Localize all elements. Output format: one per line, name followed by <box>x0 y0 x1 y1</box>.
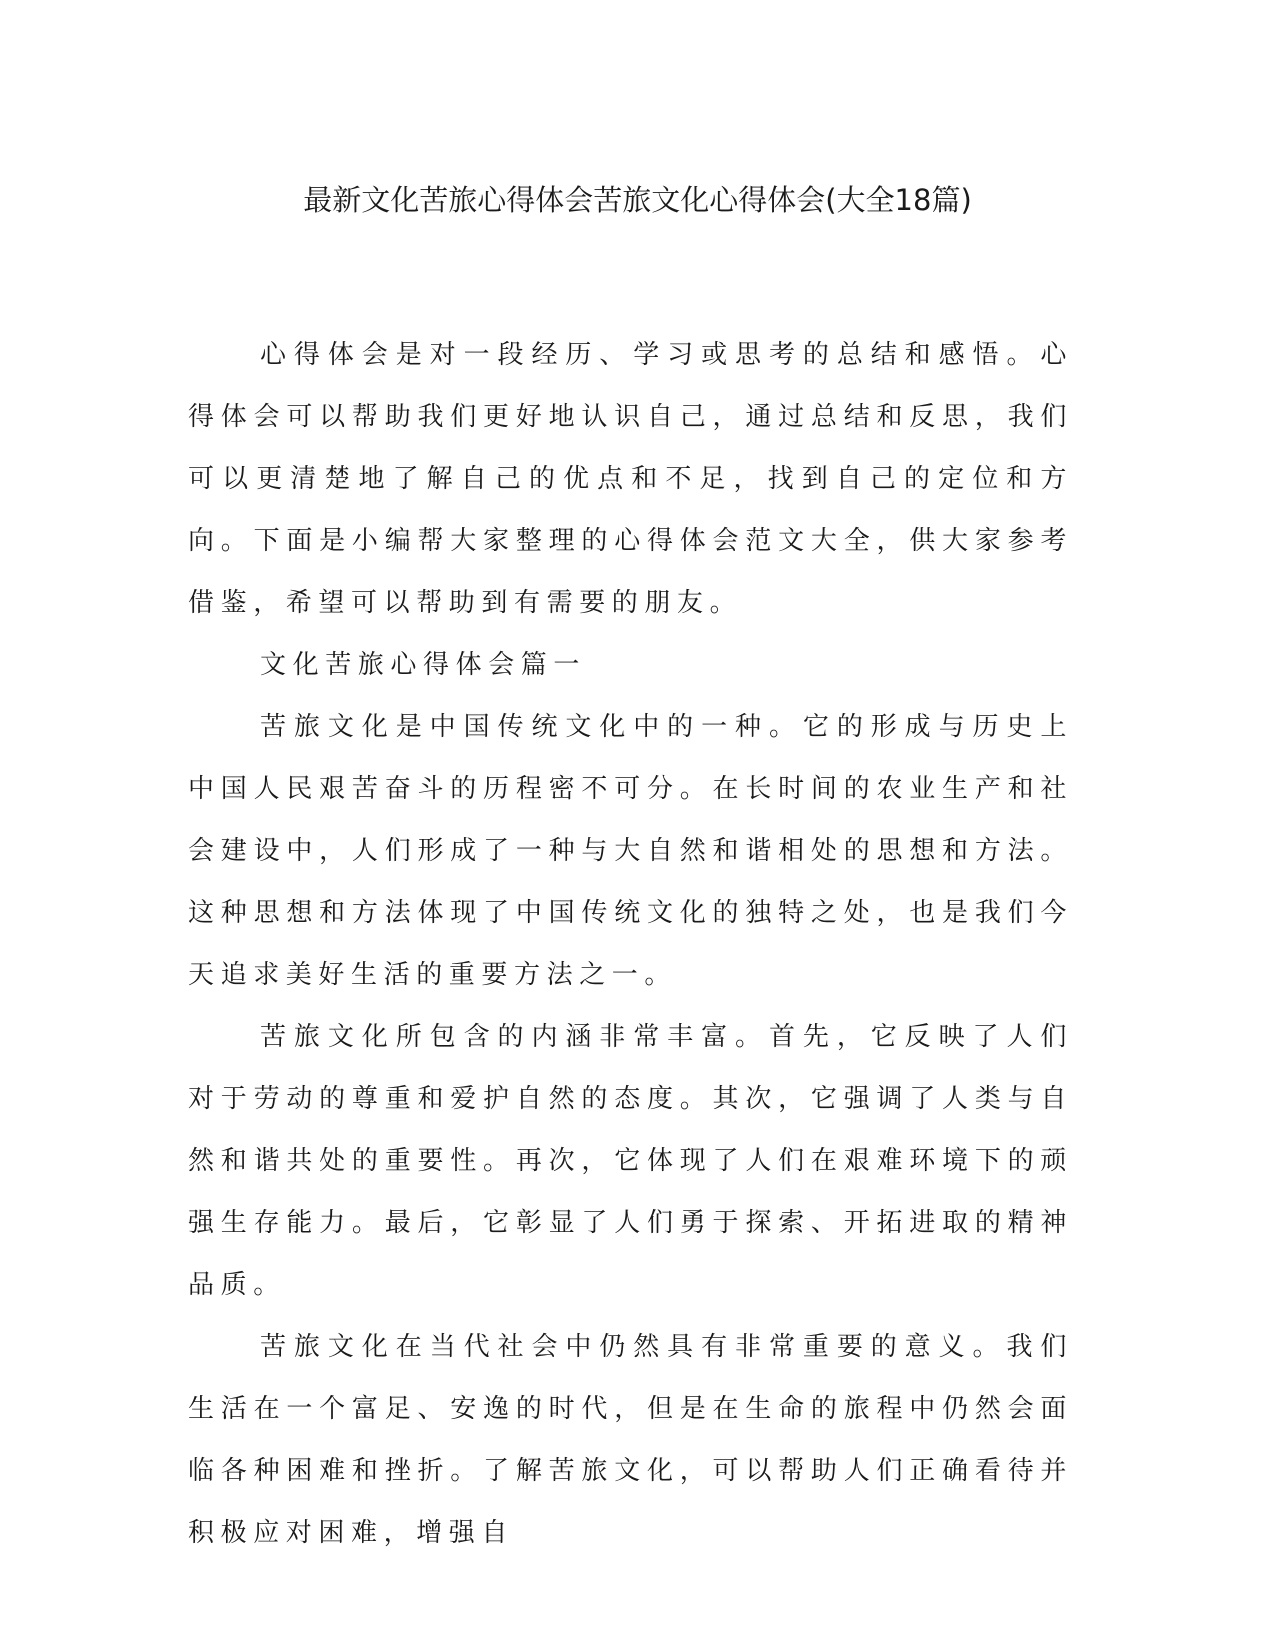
section-heading: 文化苦旅心得体会篇一 <box>260 650 587 680</box>
intro-paragraph: 心得体会是对一段经历、学习或思考的总结和感悟。心得体会可以帮助我们更好地认识自己，通过总结和反思，我们可以更清楚地了解自己的优点和不足，找到自己的定位和方向。下面是小编帮大家整理的心得体会范文大全，供大家参考借鉴，希望可以帮助到有需要的朋友。 <box>188 340 1073 618</box>
document-body <box>188 324 1073 1564</box>
body-paragraph-2: 苦旅文化所包含的内涵非常丰富。首先，它反映了人们对于劳动的尊重和爱护自然的态度。其次，它强调了人类与自然和谐共处的重要性。再次，它体现了人们在艰难环境下的顽强生存能力。最后，它彰显了人们勇于探索、开拓进取的精神品质。 <box>188 1022 1073 1300</box>
body-paragraph-1: 苦旅文化是中国传统文化中的一种。它的形成与历史上中国人民艰苦奋斗的历程密不可分。在长时间的农业生产和社会建设中，人们形成了一种与大自然和谐相处的思想和方法。这种思想和方法体现了中国传统文化的独特之处，也是我们今天追求美好生活的重要方法之一。 <box>188 712 1073 990</box>
document-title: 最新文化苦旅心得体会苦旅文化心得体会(大全18篇) <box>303 183 972 217</box>
body-paragraph-3: 苦旅文化在当代社会中仍然具有非常重要的意义。我们生活在一个富足、安逸的时代，但是在生命的旅程中仍然会面临各种困难和挫折。了解苦旅文化，可以帮助人们正确看待并积极应对困难，增强自 <box>188 1332 1073 1548</box>
